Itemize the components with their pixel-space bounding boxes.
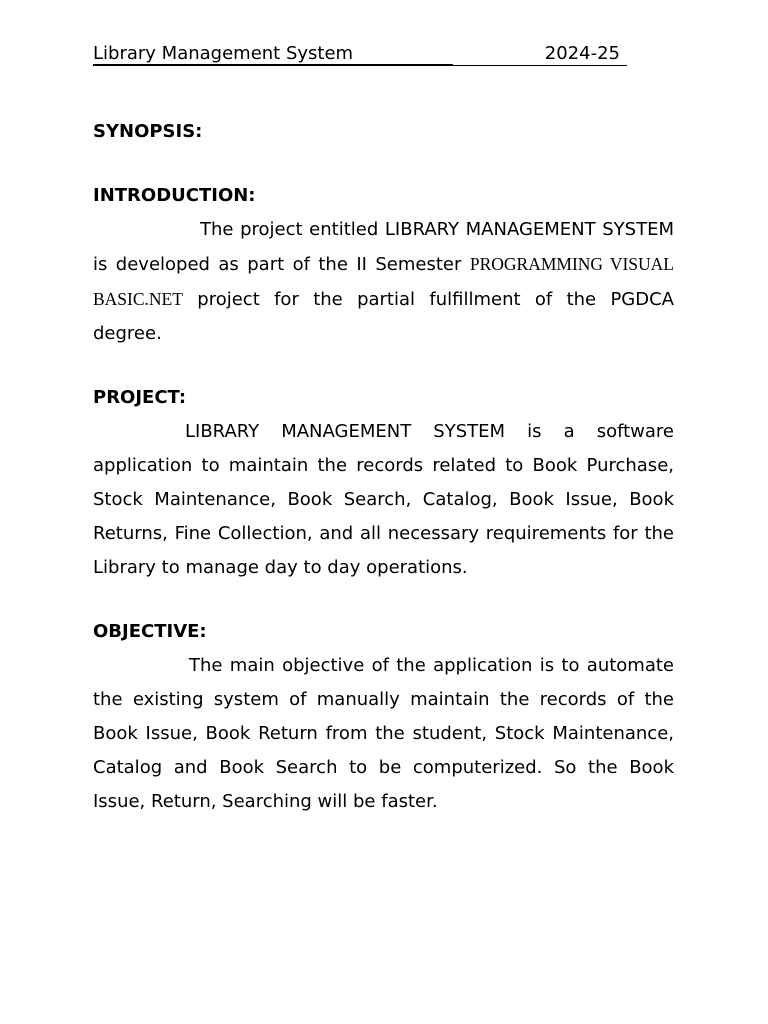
introduction-paragraph bbox=[93, 213, 674, 351]
introduction-heading: INTRODUCTION: bbox=[93, 185, 256, 206]
page-header bbox=[93, 42, 627, 66]
header-rule-segment bbox=[93, 64, 453, 65]
project-paragraph: LIBRARY MANAGEMENT SYSTEM is a software application to maintain the records related to Book Purchase, Stock Maintenance, Book Search, Catalog, Book Issue, Book Returns, Fine Collection, and all necessary requirements for the Library to manage day to day operations. bbox=[93, 421, 674, 578]
introduction-course-name: PROGRAMMING VISUAL BASIC.NET bbox=[93, 254, 674, 309]
section-gap bbox=[93, 585, 674, 615]
header-title: Library Management System bbox=[93, 43, 354, 64]
project-heading: PROJECT: bbox=[93, 387, 187, 408]
objective-paragraph: The main objective of the application is to automate the existing system of manually maintain the records of the Book Issue, Book Return from the student, Stock Maintenance, Catalog and Book Search to be computerized. So the Book Issue, Return, Searching will be faster. bbox=[93, 655, 674, 812]
header-rule bbox=[93, 65, 627, 66]
section-gap bbox=[93, 351, 674, 381]
header-year: 2024-25 bbox=[544, 43, 620, 64]
section-gap bbox=[93, 149, 674, 179]
introduction-text-part1: The project entitled LIBRARY MANAGEMENT SYSTEM is developed as part of the II Semester bbox=[93, 219, 674, 275]
objective-heading: OBJECTIVE: bbox=[93, 621, 207, 642]
synopsis-heading: SYNOPSIS: bbox=[93, 121, 203, 142]
document-body bbox=[93, 115, 674, 819]
introduction-text-part2: project for the partial fulfillment of the PGDCA degree. bbox=[93, 289, 674, 344]
